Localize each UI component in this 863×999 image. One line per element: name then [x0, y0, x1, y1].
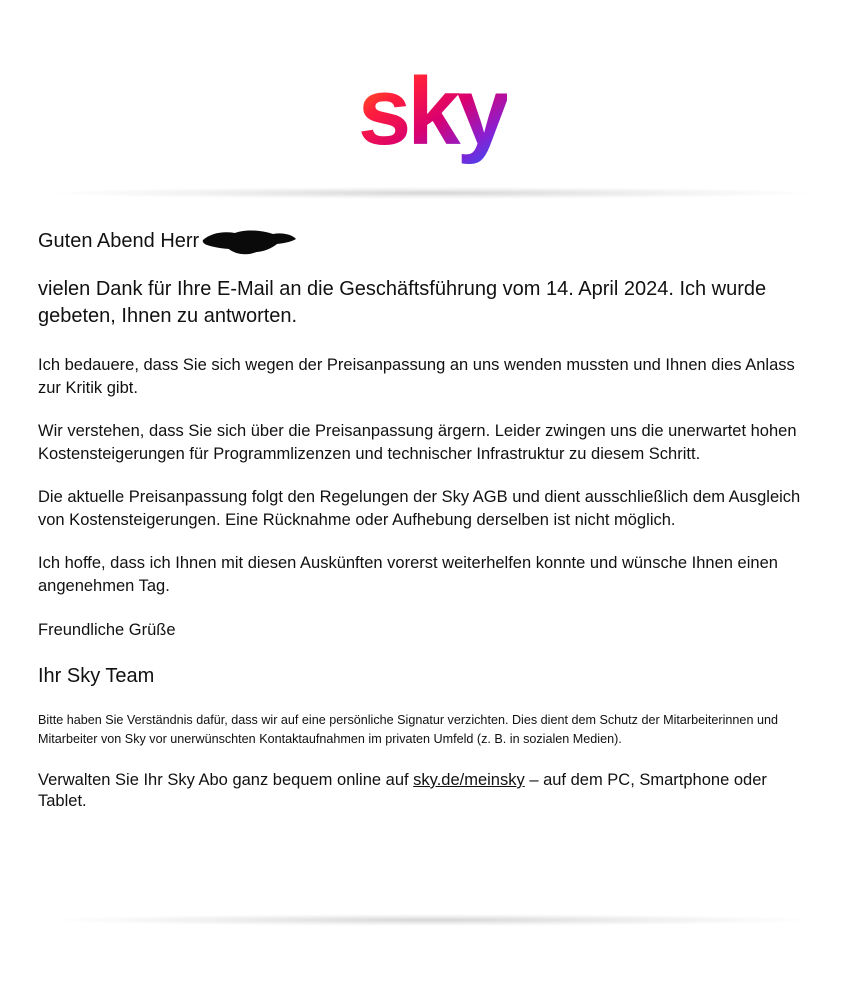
paragraph-understanding: Wir verstehen, dass Sie sich über die Preisanpassung ärgern. Leider zwingen uns die unerwartet hohen Kostensteigerungen für Programmlizenzen und technischer Infrastruktur zu diesem Schritt.: [38, 422, 797, 463]
greeting-line: [38, 226, 813, 256]
sky-logo-graphic: [357, 62, 507, 172]
paragraph-apology: Ich bedauere, dass Sie sich wegen der Preisanpassung an uns wenden mussten und Ihnen dies Anlass zur Kritik gibt.: [38, 356, 795, 397]
meinsky-link[interactable]: sky.de/meinsky: [413, 771, 525, 789]
manage-text-before: Verwalten Sie Ihr Sky Abo ganz bequem online auf: [38, 771, 414, 789]
manage-text-after: – auf dem PC, Smartphone oder Tablet.: [38, 771, 767, 810]
closing-salutation: Freundliche Grüße: [38, 621, 176, 639]
sky-logo-text: sky: [357, 62, 506, 165]
manage-subscription-note: [38, 770, 813, 812]
paragraph-price-adjustment: Die aktuelle Preisanpassung folgt den Regelungen der Sky AGB und dient ausschließlich dem Ausgleich von Kostensteigerungen. Eine Rücknahme oder Aufhebung derselben ist nicht möglich.: [38, 488, 801, 529]
greeting: Guten Abend Herr: [38, 230, 200, 252]
signature: Ihr Sky Team: [38, 665, 155, 687]
header-divider: [52, 187, 812, 199]
redaction-mark: [201, 227, 297, 255]
signature-disclaimer: Bitte haben Sie Verständnis dafür, dass wir auf eine persönliche Signatur verzichten. Dies dient dem Schutz der Mitarbeiterinnen und Mitarbeiter von Sky vor unerwünschten Kontaktaufnahmen im privaten Umfeld (z. B. in sozialen Medien).: [38, 713, 778, 746]
paragraph-closing-wish: Ich hoffe, dass ich Ihnen mit diesen Auskünften vorerst weiterhelfen konnte und wünsche Ihnen einen angenehmen Tag.: [38, 554, 778, 595]
footer-divider: [52, 914, 812, 926]
sky-logo: [0, 62, 863, 182]
intro-paragraph: vielen Dank für Ihre E-Mail an die Geschäftsführung vom 14. April 2024. Ich wurde gebeten, Ihnen zu antworten.: [38, 278, 767, 327]
letter-body: [38, 226, 813, 812]
